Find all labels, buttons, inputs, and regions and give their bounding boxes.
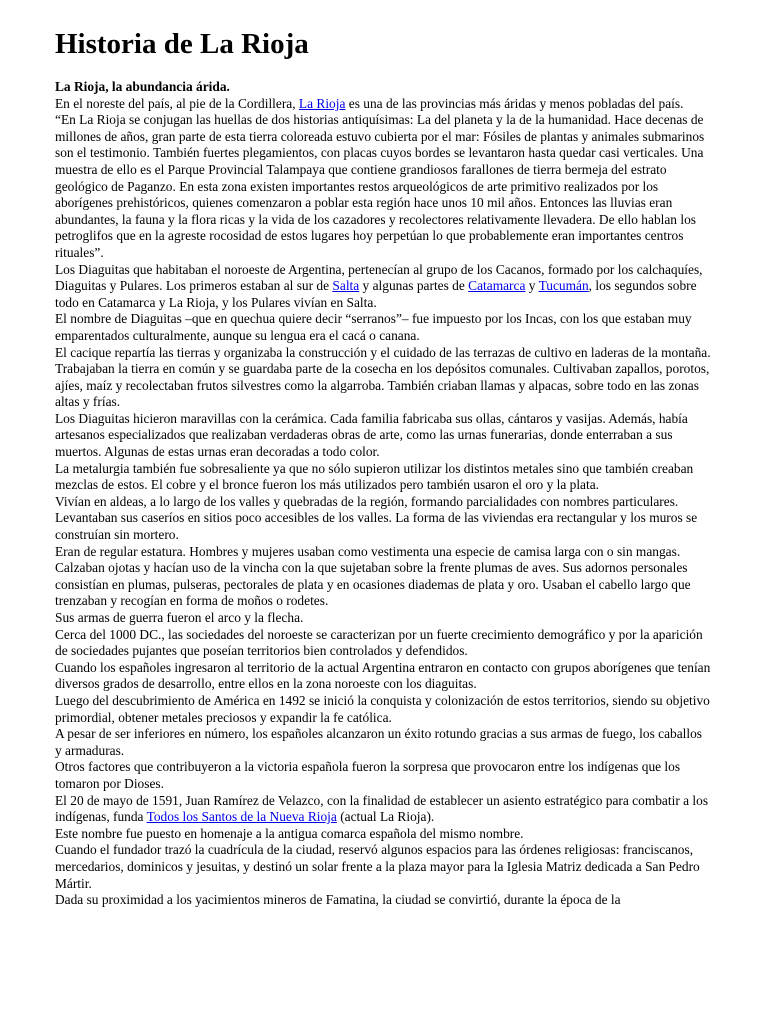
paragraph [55, 610, 712, 627]
text-run: El nombre de Diaguitas –que en quechua quiere decir “serranos”– fue impuesto por los Incas, con los que estaban muy emparentados culturalmente, aunque su lengua era el cacá o canana. [55, 311, 692, 343]
paragraph [55, 627, 712, 660]
inline-link[interactable]: Salta [332, 278, 360, 294]
paragraph-list [55, 96, 712, 909]
text-run: y [525, 278, 539, 294]
text-run: En el noreste del país, al pie de la Cordillera, [55, 95, 299, 111]
text-run: Los Diaguitas hicieron maravillas con la cerámica. Cada familia fabricaba sus ollas, cántaros y vasijas. Además, había artesanos especializados que realizaban verdaderas obras de arte, como las urnas funerarias, donde enterraban a sus muertos. Algunas de estas urnas eran decoradas a todo color. [55, 410, 688, 460]
text-run: Cuando los españoles ingresaron al territorio de la actual Argentina entraron en contacto con grupos aborígenes que tenían diversos grados de desarrollo, entre ellos en la zona noroeste con los diaguitas. [55, 659, 711, 692]
text-run: Sus armas de guerra fueron el arco y la flecha. [55, 610, 304, 625]
paragraph [55, 660, 712, 693]
paragraph [55, 892, 712, 909]
text-run: Eran de regular estatura. Hombres y mujeres usaban como vestimenta una especie de camisa larga con o sin mangas. Calzaban ojotas y hacían uso de la vincha con la que sujetaban sobre la frente plumas de aves. Sus adornos personales consistían en plumas, pulseras, pectorales de plata y en ocasiones diademas de plata y oro. Usaban el cabello largo que trenzaban y recogían en forma de moños o rodetes. [55, 543, 691, 609]
text-run: Este nombre fue puesto en homenaje a la antigua comarca española del mismo nombre. [55, 825, 524, 841]
text-run: y algunas partes de [359, 278, 469, 294]
text-run: Cerca del 1000 DC., las sociedades del noroeste se caracterizan por un fuerte crecimiento demográfico y por la aparición de sociedades pujantes que poseían territorios bien controlados y defendidos. [55, 626, 703, 659]
text-run: es una de las provincias más áridas y menos pobladas del país. [345, 95, 684, 111]
text-run: Cuando el fundador trazó la cuadrícula de la ciudad, reservó algunos espacios para las órdenes religiosas: franciscanos, mercedarios, dominicos y jesuitas, y destinó un solar frente a la plaza mayor para la Iglesia Matriz dedicada a San Pedro Mártir. [55, 842, 700, 891]
document-body [55, 79, 712, 909]
section-subtitle: La Rioja, la abundancia árida. [55, 79, 230, 94]
paragraph [55, 96, 712, 113]
text-run: Los Diaguitas que habitaban el noroeste de Argentina, pertenecían al grupo de los Cacanos, formado por los calchaquíes, Diaguitas y Pulares. Los primeros estaban al sur de [55, 261, 703, 294]
paragraph [55, 411, 712, 461]
inline-link[interactable]: Catamarca [468, 278, 526, 294]
paragraph [55, 112, 712, 261]
text-run: Levantaban sus caseríos en sitios poco accesibles de los valles. La forma de las viviendas era rectangular y los muros se construían sin mortero. [55, 510, 698, 543]
paragraph [55, 826, 712, 843]
inline-link[interactable]: La Rioja [298, 95, 346, 111]
text-run: El cacique repartía las tierras y organizaba la construcción y el cuidado de las terrazas de cultivo en laderas de la montaña. Trabajaban la tierra en común y se guardaba parte de la cosecha en los depósitos comunales. Cultivaban zapallos, porotos, ajíes, maíz y recolectaban frutos silvestres como la algarroba. También criaban llamas y alpacas, sobre todo en las zonas altas y frías. [55, 344, 711, 410]
paragraph [55, 311, 712, 344]
inline-link[interactable]: Todos los Santos de la Nueva Rioja [146, 809, 337, 825]
text-run: Luego del descubrimiento de América en 1492 se inició la conquista y colonización de estos territorios, siendo su objetivo primordial, obtener metales preciosos y expandir la fe católica. [55, 692, 710, 725]
paragraph [55, 494, 712, 511]
paragraph [55, 345, 712, 411]
text-run: A pesar de ser inferiores en número, los españoles alcanzaron un éxito rotundo gracias a sus armas de fuego, los caballos y armaduras. [55, 726, 702, 758]
inline-link[interactable]: Tucumán [538, 278, 589, 294]
text-run: , los segundos sobre todo en Catamarca y La Rioja, y los Pulares vivían en Salta. [55, 278, 697, 310]
paragraph [55, 759, 712, 792]
paragraph [55, 461, 712, 494]
text-run: “En La Rioja se conjugan las huellas de dos historias antiquísimas: La del planeta y la de la humanidad. Hace decenas de millones de años, gran parte de esta tierra coloreada estuvo cubierta por el mar: Fósiles de plantas y animales submarinos son el testimonio. También fuertes plegamientos, con placas cuyos bordes se levantaron hasta quedar casi verticales. Una muestra de ello es el Parque Provincial Talampaya que contiene grandiosos farallones de tierra bermeja del estrato geológico de Paganzo. En esta zona existen importantes restos arqueológicos de arte primitivo realizados por los aborígenes prehistóricos, quienes comenzaron a poblar esta región hace unos 10 mil años. Entonces las lluvias eran abundantes, la fauna y la flora ricas y la vida de los cazadores y recolectores relativamente llevadera. De ello hablan los petroglifos que en la agreste rocosidad de estos lugares hoy perpetúan lo que probablemente eran importantes centros rituales”. [55, 112, 705, 260]
page-title: Historia de La Rioja [55, 28, 309, 60]
paragraph [55, 842, 712, 892]
paragraph [55, 262, 712, 312]
text-run: Otros factores que contribuyeron a la victoria española fueron la sorpresa que provocaron entre los indígenas que los tomaron por Dioses. [55, 759, 681, 791]
paragraph [55, 510, 712, 543]
text-run: Vivían en aldeas, a lo largo de los valles y quebradas de la región, formando parcialidades con nombres particulares. [55, 493, 679, 509]
text-run: El 20 de mayo de 1591, Juan Ramírez de Velazco, con la finalidad de establecer un asiento estratégico para combatir a los indígenas, funda [55, 792, 709, 825]
paragraph [55, 544, 712, 610]
text-run: Dada su proximidad a los yacimientos mineros de Famatina, la ciudad se convirtió, durante la época de la [55, 892, 621, 908]
paragraph [55, 793, 712, 826]
paragraph [55, 726, 712, 759]
text-run: (actual La Rioja). [336, 809, 435, 825]
paragraph [55, 693, 712, 726]
text-run: La metalurgia también fue sobresaliente ya que no sólo supieron utilizar los distintos metales sino que también creaban mezclas de estos. El cobre y el bronce fueron los más utilizados pero también usaron el oro y la plata. [55, 460, 694, 493]
